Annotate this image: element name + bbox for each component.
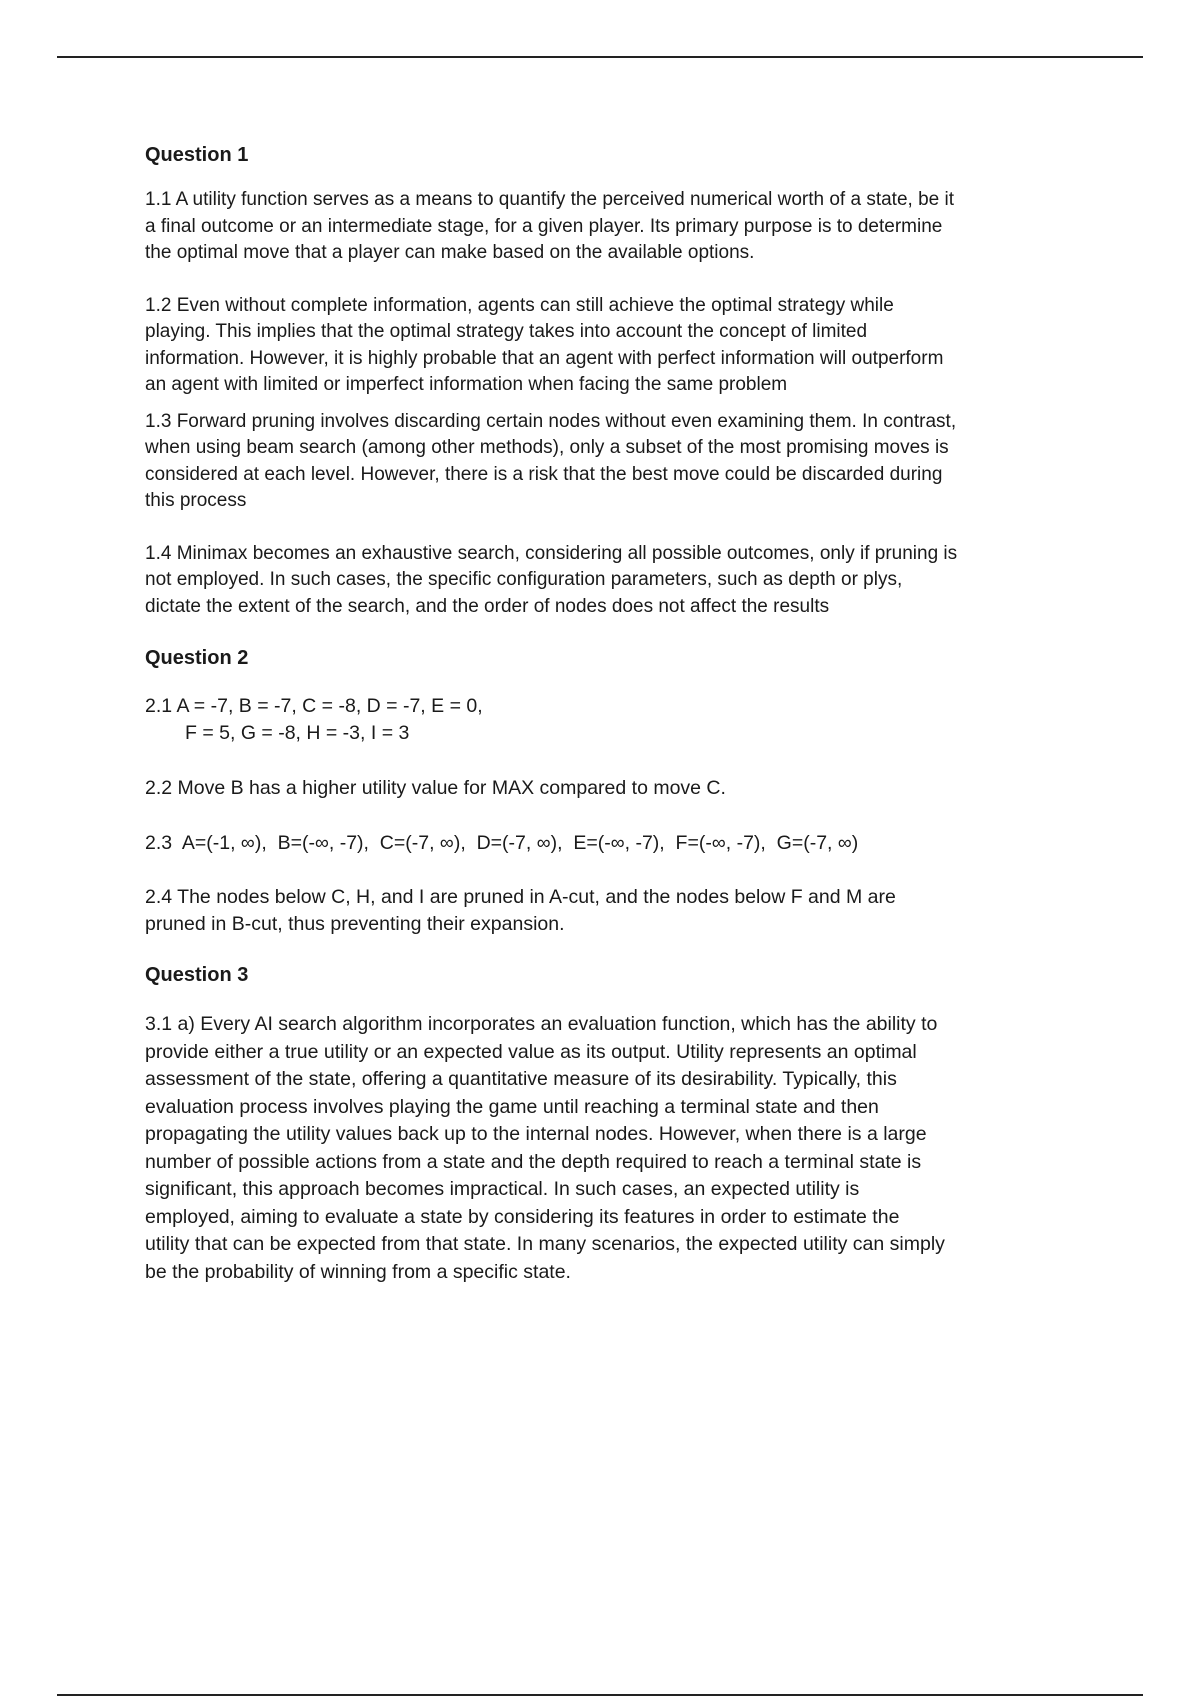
answer-1-2: 1.2 Even without complete information, agents can still achieve the optimal strategy while playing. This implies that the optimal strategy takes into account the concept of limited information. However, it is highly probable that an agent with perfect information will outperform an agent with limited or imperfect information when facing the same problem xyxy=(145,294,944,395)
answer-2-1-line-2: F = 5, G = -8, H = -3, I = 3 xyxy=(185,722,410,744)
question-1-heading: Question 1 xyxy=(145,144,249,166)
answer-1-4: 1.4 Minimax becomes an exhaustive search, considering all possible outcomes, only if pruning is not employed. In such cases, the specific configuration parameters, such as depth or plys, dictate the extent of the search, and the order of nodes does not affect the results xyxy=(145,542,958,617)
question-1-section xyxy=(145,143,1075,620)
answer-1-3: 1.3 Forward pruning involves discarding certain nodes without even examining them. In contrast, when using beam search (among other methods), only a subset of the most promising moves is considered at each level. However, there is a risk that the best move could be discarded during this process xyxy=(145,410,957,511)
document-body xyxy=(145,143,1075,1286)
answer-2-3: 2.3 A=(-1, ∞), B=(-∞, -7), C=(-7, ∞), D=(-7, ∞), E=(-∞, -7), F=(-∞, -7), G=(-7, ∞) xyxy=(145,831,859,854)
answer-2-1 xyxy=(145,693,1075,747)
question-3-heading: Question 3 xyxy=(145,964,249,986)
answer-1-1: 1.1 A utility function serves as a means to quantify the perceived numerical worth of a state, be it a final outcome or an intermediate stage, for a given player. Its primary purpose is to determine the optimal move that a player can make based on the available options. xyxy=(145,189,954,263)
question-2-section xyxy=(145,646,1075,937)
question-2-heading: Question 2 xyxy=(145,647,249,669)
answer-3-1: 3.1 a) Every AI search algorithm incorporates an evaluation function, which has the ability to provide either a true utility or an expected value as its output. Utility represents an optimal assessment of the state, offering a quantitative measure of its desirability. Typically, this evaluation process involves playing the game until reaching a terminal state and then propagating the utility values back up to the internal nodes. However, when there is a large number of possible actions from a state and the depth required to reach a terminal state is significant, this approach becomes impractical. In such cases, an expected utility is employed, aiming to evaluate a state by considering its features in order to estimate the utility that can be expected from that state. In many scenarios, the expected utility can simply be the probability of winning from a specific state. xyxy=(145,1013,945,1283)
answer-2-2: 2.2 Move B has a higher utility value for MAX compared to move C. xyxy=(145,777,726,799)
answer-2-4: 2.4 The nodes below C, H, and I are pruned in A-cut, and the nodes below F and M are pruned in B-cut, thus preventing their expansion. xyxy=(145,886,896,935)
bottom-rule xyxy=(57,1694,1143,1696)
question-3-section xyxy=(145,963,1075,1286)
top-rule xyxy=(57,56,1143,58)
answer-2-1-line-1: 2.1 A = -7, B = -7, C = -8, D = -7, E = 0, xyxy=(145,695,483,717)
